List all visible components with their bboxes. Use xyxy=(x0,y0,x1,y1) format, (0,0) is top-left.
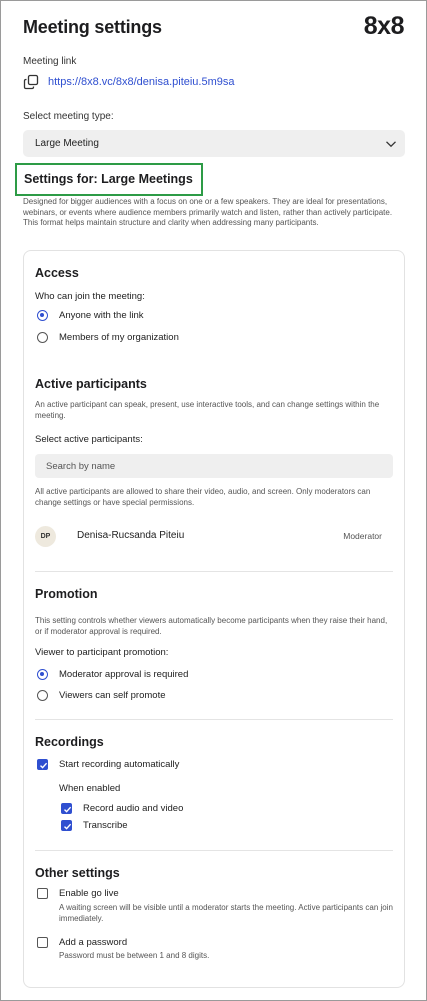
meeting-type-value: Large Meeting xyxy=(35,138,99,149)
radio-members-of-org[interactable] xyxy=(37,332,48,343)
checkbox-add-password[interactable] xyxy=(37,937,48,948)
divider xyxy=(35,850,393,851)
search-participants-input[interactable] xyxy=(35,454,393,478)
password-help: Password must be between 1 and 8 digits. xyxy=(59,951,210,960)
promotion-heading: Promotion xyxy=(35,587,98,601)
other-settings-heading: Other settings xyxy=(35,866,120,880)
settings-description: Designed for bigger audiences with a focus on one or a few speakers. They are ideal for presentations, webinars, or events where audience members primarily watch and listen, rather than actively participate. This format helps maintain structure and clarity when addressing many participants. xyxy=(23,197,393,227)
settings-for-title: Settings for: Large Meetings xyxy=(15,163,203,196)
add-password-label[interactable]: Add a password xyxy=(59,937,128,948)
start-recording-label[interactable]: Start recording automatically xyxy=(59,759,180,770)
recordings-heading: Recordings xyxy=(35,735,104,749)
header xyxy=(23,12,404,43)
divider xyxy=(35,571,393,572)
chevron-down-icon xyxy=(385,138,397,150)
radio-self-promote[interactable] xyxy=(37,690,48,701)
meeting-link-label: Meeting link xyxy=(23,56,77,67)
meeting-link[interactable]: https://8x8.vc/8x8/denisa.piteiu.5m9sa xyxy=(48,76,235,88)
checkbox-start-recording[interactable] xyxy=(37,759,48,770)
when-enabled-label: When enabled xyxy=(59,783,121,794)
record-audio-video-label[interactable]: Record audio and video xyxy=(83,803,184,814)
copy-icon[interactable] xyxy=(23,74,48,90)
enable-go-live-label[interactable]: Enable go live xyxy=(59,888,119,899)
radio-moderator-approval[interactable] xyxy=(37,669,48,680)
access-question: Who can join the meeting: xyxy=(35,291,145,302)
transcribe-label[interactable]: Transcribe xyxy=(83,820,128,831)
access-heading: Access xyxy=(35,266,79,280)
option-self-promote[interactable]: Viewers can self promote xyxy=(59,690,166,701)
meeting-link-row xyxy=(23,73,235,91)
brand-logo: 8x8 xyxy=(363,12,404,40)
divider xyxy=(35,719,393,720)
promotion-description: This setting controls whether viewers automatically become participants when they raise their hand, or if moderator approval is required. xyxy=(35,616,388,636)
participant-name: Denisa-Rucsanda Piteiu xyxy=(77,530,185,541)
select-participants-label: Select active participants: xyxy=(35,434,143,445)
participant-role: Moderator xyxy=(343,531,382,541)
settings-card xyxy=(23,250,405,988)
go-live-help: A waiting screen will be visible until a moderator starts the meeting. Active participants can join immediately. xyxy=(59,903,393,923)
promotion-question: Viewer to participant promotion: xyxy=(35,647,169,658)
active-participants-note: All active participants are allowed to share their video, audio, and screen. Only moderators can change settings or have special permissions. xyxy=(35,487,371,507)
meeting-type-label: Select meeting type: xyxy=(23,111,114,122)
checkbox-record-audio-video[interactable] xyxy=(61,803,72,814)
checkbox-transcribe[interactable] xyxy=(61,820,72,831)
radio-anyone-with-link[interactable] xyxy=(37,310,48,321)
option-moderator-approval[interactable]: Moderator approval is required xyxy=(59,669,189,680)
checkbox-enable-go-live[interactable] xyxy=(37,888,48,899)
page-title: Meeting settings xyxy=(23,17,162,37)
option-anyone-with-link[interactable]: Anyone with the link xyxy=(59,310,144,321)
meeting-type-select[interactable] xyxy=(23,130,405,157)
active-participants-heading: Active participants xyxy=(35,377,147,391)
avatar: DP xyxy=(35,526,56,547)
option-members-of-org[interactable]: Members of my organization xyxy=(59,332,179,343)
active-participants-description: An active participant can speak, present, use interactive tools, and can change settings within the meeting. xyxy=(35,400,380,420)
